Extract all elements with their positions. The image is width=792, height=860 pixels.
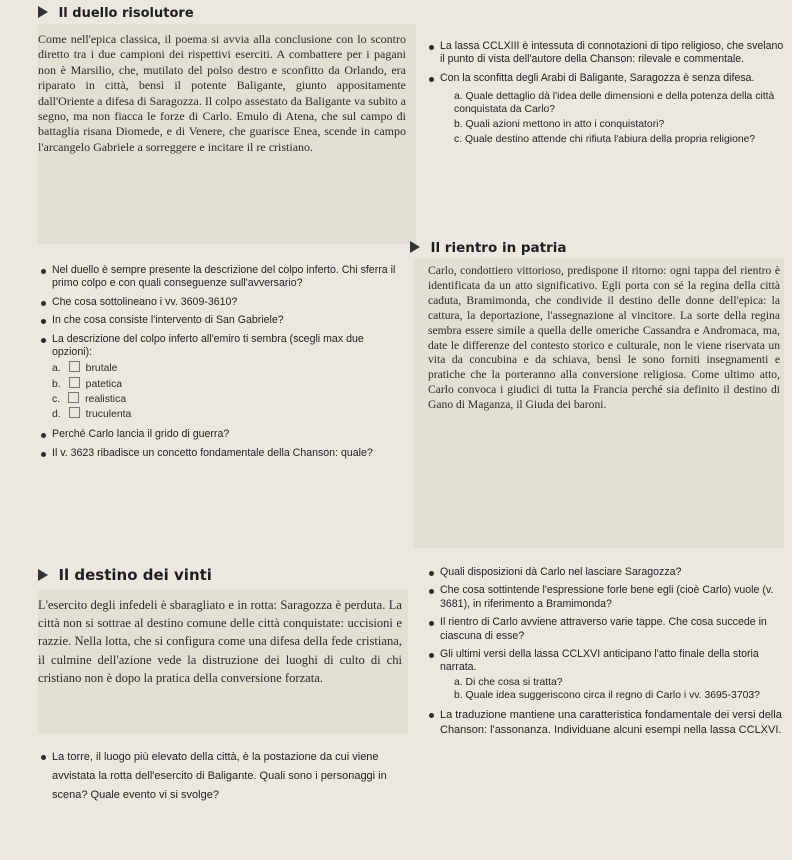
bullet-icon bbox=[429, 653, 434, 658]
rientro-title: Il rientro in patria bbox=[410, 239, 567, 257]
bullet-icon bbox=[429, 571, 434, 576]
arrow-icon bbox=[410, 241, 420, 253]
duello-paragraph: Come nell'epica classica, il poema si avvia alla conclusione con lo scontro diretto tra i due campioni dei rispettivi eserciti. A combattere per i pagani non è Marsilio, che, mutilato del polso destro e sconfitto da Orlando, era riparato in città, bensì il potente Baligante, giunto appositamente dall'Oriente a difesa di Saragozza. Il colpo assestato da Baligante va subito a segno, ma non fiacca le forze di Carlo. Emulo di Atena, che sul campo di battaglia risana Diomede, e di Venere, che guarisce Enea, scende in campo l'arcangelo Gabriele a sorreggere e incitare il re cristiano. bbox=[38, 24, 416, 244]
question-ultimi-versi: Gli ultimi versi della lassa CCLXVI anticipano l'atto finale della storia narrata. bbox=[426, 648, 784, 675]
bullet-icon bbox=[41, 755, 46, 760]
question-descrizione: La descrizione del colpo inferto all'emiro ti sembra (scegli max due opzioni): bbox=[38, 333, 400, 360]
arrow-icon bbox=[38, 6, 48, 18]
bullet-icon bbox=[41, 269, 46, 274]
question-espressione: Che cosa sottintende l'espressione forle bene egli (cioè Carlo) vuole (v. 3681), in riferimento a Bramimonda? bbox=[426, 584, 784, 611]
destino-paragraph: L'esercito degli infedeli è sbaragliato e in rotta: Saragozza è perduta. La città non si sottrae al destino comune delle città conquistate: uccisioni e razzie. Nella lotta, che si configura come una difesa della fede cristiana, il culmine dell'azione vede la distruzione dei luoghi di culto di chi cristiano non è dopo la pratica della conversione forzata. bbox=[38, 590, 408, 734]
destino-title: Il destino dei vinti bbox=[38, 566, 212, 585]
bullet-icon bbox=[429, 713, 434, 718]
left-questions bbox=[38, 264, 400, 465]
bullet-icon bbox=[41, 433, 46, 438]
question-traduzione: La traduzione mantiene una caratteristica fondamentale dei versi della Chanson: l'assonanza. Individuane alcuni esempi nella lassa CCLXVI. bbox=[426, 708, 784, 738]
question-ultimi-versi-b: b. Quale idea suggeriscono circa il regno di Carlo i vv. 3695-3703? bbox=[454, 689, 760, 701]
option-a[interactable]: a. brutale bbox=[52, 363, 118, 375]
bullet-icon bbox=[41, 452, 46, 457]
checkbox-icon[interactable] bbox=[68, 392, 79, 403]
question-colpo: Nel duello è sempre presente la descrizione del colpo inferto. Chi sferra il primo colpo e con quali conseguenze sull'avversario? bbox=[38, 264, 400, 291]
option-b[interactable]: b. patetica bbox=[52, 378, 123, 390]
duello-title: Il duello risolutore bbox=[38, 4, 194, 22]
bullet-icon bbox=[41, 338, 46, 343]
question-gabriele: In che cosa consiste l'intervento di San Gabriele? bbox=[38, 314, 400, 327]
bullet-icon bbox=[429, 589, 434, 594]
question-tappe: Il rientro di Carlo avviene attraverso varie tappe. Che cosa succede in ciascuna di esse? bbox=[426, 616, 784, 643]
right-bottom-questions bbox=[426, 566, 784, 743]
right-top-questions bbox=[426, 40, 784, 146]
checkbox-icon[interactable] bbox=[69, 407, 80, 418]
question-saragozza-c: c. Quale destino attende chi rifiuta l'abiura della propria religione? bbox=[454, 134, 756, 146]
question-ultimi-versi-a: a. Di che cosa si tratta? bbox=[454, 676, 563, 688]
question-saragozza-b: b. Quali azioni mettono in atto i conquistatori? bbox=[454, 119, 665, 131]
bullet-icon bbox=[429, 45, 434, 50]
bullet-icon bbox=[41, 301, 46, 306]
question-saragozza-a: a. Quale dettaglio dà l'idea delle dimensioni e della potenza della città conquistata da Carlo? bbox=[454, 91, 775, 116]
option-d[interactable]: d. truculenta bbox=[52, 409, 132, 421]
question-torre: La torre, il luogo più elevato della città, è la postazione da cui viene avvistata la rotta dell'esercito di Baligante. Quali sono i personaggi in scena? Quale evento vi si svolge? bbox=[38, 748, 400, 805]
question-versi-3609: Che cosa sottolineano i vv. 3609-3610? bbox=[38, 296, 400, 309]
bullet-icon bbox=[429, 621, 434, 626]
bullet-icon bbox=[41, 319, 46, 324]
checkbox-icon[interactable] bbox=[69, 377, 80, 388]
question-verso-3623: Il v. 3623 ribadisce un concetto fondamentale della Chanson: quale? bbox=[38, 447, 400, 460]
arrow-icon bbox=[38, 569, 48, 581]
checkbox-icon[interactable] bbox=[69, 361, 80, 372]
question-saragozza: Con la sconfitta degli Arabi di Baligante, Saragozza è senza difesa. bbox=[426, 72, 784, 85]
question-grido: Perché Carlo lancia il grido di guerra? bbox=[38, 428, 400, 441]
question-lassa: La lassa CCLXIII è intessuta di connotazioni di tipo religioso, che svelano il punto di vista dell'autore della Chanson: rilevale e commentale. bbox=[426, 40, 784, 67]
bullet-icon bbox=[429, 77, 434, 82]
rientro-paragraph: Carlo, condottiero vittorioso, predispone il ritorno: ogni tappa del rientro è identificata da un atto significativo. Egli porta con sé la regina della città caduta, Bramimonda, che condivide il destino delle donne dell'epica: la cattura, la deportazione, l'assegnazione al vincitore. La sorte della regina sembra essere simile a quella delle omeriche Cassandra e Andromaca, ma, date le differenze del contesto storico e culturale, non le viene riservata un vita da concubina e da schiava, bensì le sono forniti insegnamenti e pratiche che la porteranno alla conversione religiosa. Come ultimo atto, Carlo convoca i giudici di tutta la Francia perché sia definito il destino di Gano di Maganza, il Giuda dei baroni. bbox=[414, 258, 784, 548]
option-c[interactable]: c. realistica bbox=[52, 393, 127, 405]
destino-question bbox=[38, 748, 400, 810]
question-disposizioni: Quali disposizioni dà Carlo nel lasciare Saragozza? bbox=[426, 566, 784, 579]
